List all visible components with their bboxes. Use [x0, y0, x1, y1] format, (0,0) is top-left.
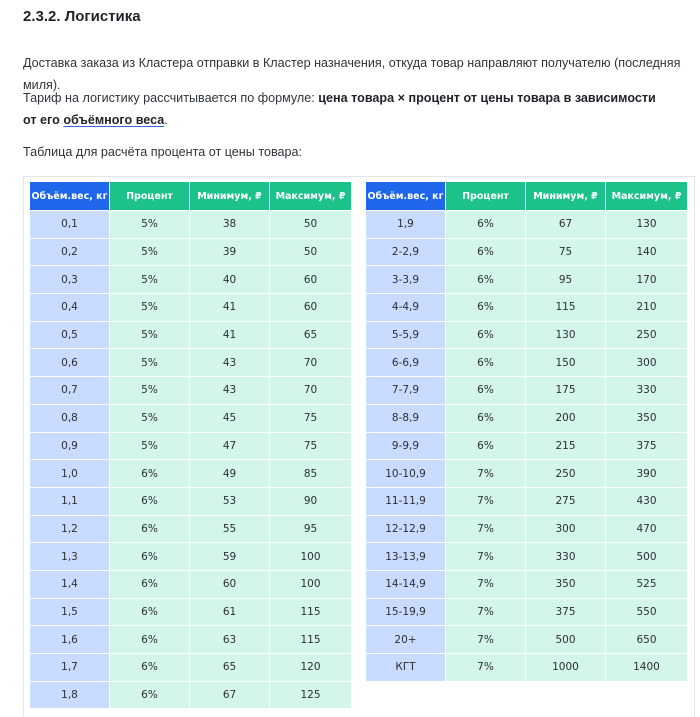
cell-max: 1400	[606, 654, 688, 682]
cell-percent: 5%	[110, 238, 190, 266]
table-caption: Таблица для расчёта процента от цены товара:	[23, 145, 303, 159]
cell-weight: 1,4	[30, 570, 110, 598]
cell-max: 250	[606, 321, 688, 349]
table-row	[366, 404, 688, 432]
cell-max: 330	[606, 377, 688, 405]
cell-percent: 6%	[110, 681, 190, 709]
cell-weight: 0,2	[30, 238, 110, 266]
cell-min: 59	[190, 543, 270, 571]
cell-weight: 20+	[366, 626, 446, 654]
cell-min: 61	[190, 598, 270, 626]
cell-min: 67	[526, 211, 606, 239]
cell-min: 330	[526, 543, 606, 571]
cell-max: 500	[606, 543, 688, 571]
cell-weight: 0,4	[30, 294, 110, 322]
section-title: 2.3.2. Логистика	[23, 8, 141, 25]
cell-weight: 1,0	[30, 460, 110, 488]
cell-min: 49	[190, 460, 270, 488]
cell-weight: 10-10,9	[366, 460, 446, 488]
cell-percent: 7%	[446, 570, 526, 598]
table-row	[30, 294, 352, 322]
cell-percent: 5%	[110, 266, 190, 294]
table-row	[366, 543, 688, 571]
cell-max: 650	[606, 626, 688, 654]
table-row	[30, 211, 352, 239]
table-row	[30, 266, 352, 294]
cell-weight: 1,2	[30, 515, 110, 543]
cell-min: 150	[526, 349, 606, 377]
header-weight: Объём.вес, кг	[30, 182, 110, 211]
tariff-suffix: .	[164, 113, 168, 127]
table-row	[30, 460, 352, 488]
cell-min: 200	[526, 404, 606, 432]
table-row	[366, 515, 688, 543]
table-row	[366, 211, 688, 239]
cell-max: 115	[270, 626, 352, 654]
cell-min: 47	[190, 432, 270, 460]
table-row	[366, 266, 688, 294]
cell-min: 65	[190, 654, 270, 682]
cell-weight: 11-11,9	[366, 487, 446, 515]
cell-weight: 1,7	[30, 654, 110, 682]
cell-min: 41	[190, 294, 270, 322]
cell-percent: 7%	[446, 598, 526, 626]
cell-weight: 0,5	[30, 321, 110, 349]
cell-percent: 7%	[446, 515, 526, 543]
cell-percent: 6%	[446, 294, 526, 322]
cell-weight: 1,5	[30, 598, 110, 626]
cell-max: 375	[606, 432, 688, 460]
cell-min: 95	[526, 266, 606, 294]
table-row	[30, 404, 352, 432]
cell-max: 125	[270, 681, 352, 709]
table-row	[30, 543, 352, 571]
cell-percent: 6%	[110, 543, 190, 571]
cell-min: 175	[526, 377, 606, 405]
cell-min: 55	[190, 515, 270, 543]
cell-weight: 1,1	[30, 487, 110, 515]
cell-weight: 12-12,9	[366, 515, 446, 543]
cell-percent: 5%	[110, 349, 190, 377]
cell-weight: 0,8	[30, 404, 110, 432]
cell-weight: 0,7	[30, 377, 110, 405]
cell-weight: 1,3	[30, 543, 110, 571]
cell-percent: 6%	[110, 515, 190, 543]
table-row	[30, 349, 352, 377]
table-row	[366, 487, 688, 515]
cell-max: 430	[606, 487, 688, 515]
table-row	[30, 377, 352, 405]
cell-min: 115	[526, 294, 606, 322]
cell-max: 210	[606, 294, 688, 322]
cell-max: 75	[270, 404, 352, 432]
cell-min: 63	[190, 626, 270, 654]
header-max: Максимум, ₽	[606, 182, 688, 211]
cell-weight: 2-2,9	[366, 238, 446, 266]
rate-table-right	[365, 181, 688, 682]
table-header-row	[30, 182, 352, 211]
cell-max: 85	[270, 460, 352, 488]
table-row	[366, 377, 688, 405]
cell-weight: 4-4,9	[366, 294, 446, 322]
cell-max: 350	[606, 404, 688, 432]
cell-percent: 6%	[446, 377, 526, 405]
cell-weight: 7-7,9	[366, 377, 446, 405]
cell-percent: 5%	[110, 377, 190, 405]
table-row	[366, 321, 688, 349]
cell-min: 375	[526, 598, 606, 626]
table-row	[366, 626, 688, 654]
header-max: Максимум, ₽	[270, 182, 352, 211]
header-percent: Процент	[446, 182, 526, 211]
table-row	[366, 294, 688, 322]
cell-max: 115	[270, 598, 352, 626]
cell-min: 75	[526, 238, 606, 266]
cell-min: 38	[190, 211, 270, 239]
cell-min: 43	[190, 377, 270, 405]
cell-weight: 0,1	[30, 211, 110, 239]
cell-percent: 6%	[446, 432, 526, 460]
cell-weight: 0,6	[30, 349, 110, 377]
header-min: Минимум, ₽	[526, 182, 606, 211]
cell-max: 50	[270, 238, 352, 266]
cell-percent: 6%	[110, 460, 190, 488]
cell-percent: 5%	[110, 404, 190, 432]
cell-percent: 6%	[110, 570, 190, 598]
cell-weight: 1,8	[30, 681, 110, 709]
cell-percent: 6%	[446, 349, 526, 377]
cell-max: 100	[270, 570, 352, 598]
cell-max: 75	[270, 432, 352, 460]
cell-weight: 15-19,9	[366, 598, 446, 626]
cell-weight: 1,9	[366, 211, 446, 239]
tariff-paragraph	[23, 87, 663, 131]
rate-table-left	[29, 181, 352, 709]
cell-max: 470	[606, 515, 688, 543]
table-row	[366, 654, 688, 682]
cell-min: 350	[526, 570, 606, 598]
table-row	[30, 321, 352, 349]
cell-weight: 1,6	[30, 626, 110, 654]
header-min: Минимум, ₽	[190, 182, 270, 211]
table-row	[366, 460, 688, 488]
cell-max: 300	[606, 349, 688, 377]
cell-max: 95	[270, 515, 352, 543]
cell-weight: КГТ	[366, 654, 446, 682]
cell-max: 50	[270, 211, 352, 239]
cell-percent: 7%	[446, 543, 526, 571]
header-weight: Объём.вес, кг	[366, 182, 446, 211]
cell-percent: 6%	[110, 626, 190, 654]
cell-percent: 6%	[446, 321, 526, 349]
intro-paragraph: Доставка заказа из Кластера отправки в Кластер назначения, откуда товар направляют получателю (последняя миля).	[23, 56, 681, 92]
table-row	[30, 626, 352, 654]
cell-min: 60	[190, 570, 270, 598]
table-row	[30, 515, 352, 543]
cell-percent: 7%	[446, 654, 526, 682]
cell-max: 90	[270, 487, 352, 515]
cell-min: 45	[190, 404, 270, 432]
tariff-formula: цена товара × процент от цены товара в зависимости от его	[23, 91, 656, 127]
cell-percent: 6%	[110, 487, 190, 515]
table-row	[30, 238, 352, 266]
table-row	[30, 681, 352, 709]
cell-percent: 7%	[446, 487, 526, 515]
cell-weight: 3-3,9	[366, 266, 446, 294]
cell-min: 1000	[526, 654, 606, 682]
cell-percent: 7%	[446, 460, 526, 488]
cell-min: 43	[190, 349, 270, 377]
cell-percent: 6%	[110, 654, 190, 682]
cell-min: 130	[526, 321, 606, 349]
cell-percent: 5%	[110, 321, 190, 349]
cell-max: 70	[270, 377, 352, 405]
cell-max: 60	[270, 294, 352, 322]
cell-min: 40	[190, 266, 270, 294]
cell-max: 65	[270, 321, 352, 349]
cell-weight: 0,3	[30, 266, 110, 294]
cell-weight: 5-5,9	[366, 321, 446, 349]
cell-max: 130	[606, 211, 688, 239]
cell-weight: 8-8,9	[366, 404, 446, 432]
cell-min: 275	[526, 487, 606, 515]
cell-min: 41	[190, 321, 270, 349]
cell-percent: 5%	[110, 432, 190, 460]
table-row	[30, 598, 352, 626]
cell-min: 53	[190, 487, 270, 515]
table-row	[366, 570, 688, 598]
cell-weight: 9-9,9	[366, 432, 446, 460]
table-header-row	[366, 182, 688, 211]
table-row	[30, 432, 352, 460]
cell-percent: 6%	[446, 238, 526, 266]
cell-min: 500	[526, 626, 606, 654]
cell-percent: 5%	[110, 211, 190, 239]
cell-percent: 6%	[110, 598, 190, 626]
cell-min: 39	[190, 238, 270, 266]
cell-max: 525	[606, 570, 688, 598]
table-row	[366, 238, 688, 266]
cell-min: 215	[526, 432, 606, 460]
cell-max: 100	[270, 543, 352, 571]
table-row	[366, 598, 688, 626]
cell-percent: 5%	[110, 294, 190, 322]
cell-max: 390	[606, 460, 688, 488]
tariff-prefix: Тариф на логистику рассчитывается по формуле:	[23, 91, 319, 105]
cell-min: 250	[526, 460, 606, 488]
cell-max: 70	[270, 349, 352, 377]
table-row	[30, 570, 352, 598]
header-percent: Процент	[110, 182, 190, 211]
cell-max: 140	[606, 238, 688, 266]
table-row	[366, 349, 688, 377]
table-row	[30, 654, 352, 682]
cell-weight: 0,9	[30, 432, 110, 460]
cell-weight: 14-14,9	[366, 570, 446, 598]
cell-min: 300	[526, 515, 606, 543]
cell-min: 67	[190, 681, 270, 709]
cell-weight: 13-13,9	[366, 543, 446, 571]
table-row	[30, 487, 352, 515]
cell-max: 60	[270, 266, 352, 294]
cell-percent: 6%	[446, 404, 526, 432]
volumetric-weight-link[interactable]: объёмного веса	[63, 113, 165, 127]
cell-percent: 7%	[446, 626, 526, 654]
cell-weight: 6-6,9	[366, 349, 446, 377]
cell-max: 550	[606, 598, 688, 626]
cell-percent: 6%	[446, 211, 526, 239]
cell-max: 120	[270, 654, 352, 682]
cell-percent: 6%	[446, 266, 526, 294]
table-row	[366, 432, 688, 460]
cell-max: 170	[606, 266, 688, 294]
